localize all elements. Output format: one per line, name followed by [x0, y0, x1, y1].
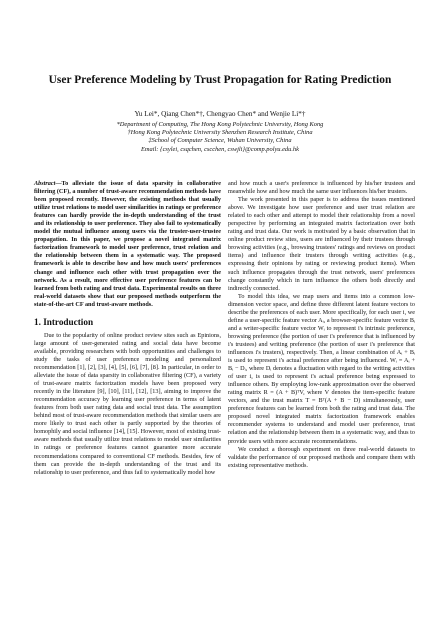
right-column: [228, 180, 415, 470]
intro-paragraph-2: The work presented in this paper is to address the issues mentioned above. We investigate how user preference and user trust relation are related to each other and attempt to model their relationship from a novel perspective by performing an integrated matrix factorization over both rating and trust data. Our work is motivated by a basic observation that in online product review sites, users are influenced by their trustees through browsing activities (e.g., browsing trustees' ratings and reviews on product items) and influence their trusters through writing activities (e.g., expressing their opinions by rating or reviewing product items). When such influence propagates through the trust network, users' preferences change constantly which in turn influence the others both directly and indirectly connected.: [228, 196, 415, 292]
intro-paragraph-1: Due to the popularity of online product review sites such as Epinions, large amount of user-generated rating and social data have become available, providing researchers with both opportunities and challenges to study the tasks of user preference modeling and personalized recommendation [1], [2], [3], [4], [5], [6], [7], [8]. In particular, in order to alleviate the issue of data sparsity in collaborative filtering (CF), a variety of trust-aware matrix factorization models have been proposed very recently in the literature [9], [10], [11], [12], [13], aiming to improve the recommendation accuracy by learning user preference in terms of latent features from both user rating data and social trust data. The assumption behind most of trust-aware recommendation methods that similar users are more likely to trust each other is partly supported by the theories of homophily and social influence [14], [15]. However, most of existing trust-aware methods that usually utilize trust relations to model user similarities in ratings or preference features cannot guarantee more accurate recommendations compared to conventional CF methods. Besides, few of them can provide the in-depth understanding of the trust and its relationship to user preference, and thus fail to systematically model how: [34, 331, 221, 476]
abstract-label: Abstract: [34, 180, 56, 187]
author-list: Yu Lei*, Qiang Chen*†, Chengyao Chen* and Wenjie Li*†: [134, 110, 306, 118]
abstract: [34, 180, 221, 309]
affiliation-1: *Department of Computing, The Hong Kong Polytechnic University, Hong Kong: [116, 121, 324, 128]
affiliation-2: †Hong Kong Polytechnic University Shenzhen Research Institute, China: [127, 129, 313, 136]
intro-paragraph-3: To model this idea, we map users and items into a common low-dimension vector space, and define three different latent feature vectors to describe the preferences of each user. More specifically, for each user i, we define a user-specific feature vector Aᵢ, a browser-specific feature vector Bᵢ and a writer-specific feature vector Wᵢ to represent i's intrinsic preference, browsing preference (the portion of user i's preference that is influenced by i's trustees) and writing preference (the portion of user i's preference that influences i's trusters), respectively. Then, a linear combination of Aᵢ + Bᵢ is used to represent i's actual preference after being influenced. Wᵢ = Aᵢ + Bᵢ − Dᵢ, where Dᵢ denotes a fluctuation with regard to the writing activities of user i, is used to represent i's actual preference being expressed to influence others. By employing low-rank approximation over the observed rating matrix R = (A + B)ᵀV, where V denotes the item-specific feature vectors, and the trust matrix T = Bᵀ(A + B − D) simultaneously, user preference features can be learned from both the rating and trust data. The proposed novel integrated matrix factorization framework enables recommender systems to understand and model user preference, trust relation and the relationship between them in a systematic way, and thus to provide users with more accurate recommendations.: [228, 292, 415, 445]
section-heading-introduction: 1. Introduction: [34, 316, 94, 327]
left-column: [34, 180, 221, 477]
affiliation-3: ‡School of Computer Science, Wuhan University, China: [148, 137, 292, 144]
affiliation-email: Email: {csylei, csqchen, cscchen, cswjli}@comp.polyu.edu.hk: [141, 146, 299, 153]
paper-title: User Preference Modeling by Trust Propagation for Rating Prediction: [48, 74, 392, 86]
abstract-text: —To alleviate the issue of data sparsity in collaborative filtering (CF), a number of trust-aware recommendation methods have been proposed recently. However, the existing methods that usually utilize trust relations to model user similarities in ratings or preference features can hardly provide the in-depth understanding of the trust and its relationship to user preference. They also fail to systematically model the mutual influence among users via the truster-user-trustee propagation. In this paper, we propose a novel integrated matrix factorization framework to model user preference, trust relation and the relationship between them in a systematic way. The proposed framework is able to describe how and how much users' preferences change and influence each other with trust propagation over the network. As a result, more effective user preference features can be learned from both rating and trust data. Experimental results on three real-world datasets show that our proposed methods outperform the state-of-the-art CF and trust-aware methods.: [34, 180, 221, 308]
intro-paragraph-4: We conduct a thorough experiment on three real-world datasets to validate the performance of our proposed methods and compare them with existing representative methods.: [228, 445, 415, 469]
intro-paragraph-continued: and how much a user's preference is influenced by his/her trustees and meanwhile how and how much the same user influences his/her trusters.: [228, 180, 415, 196]
